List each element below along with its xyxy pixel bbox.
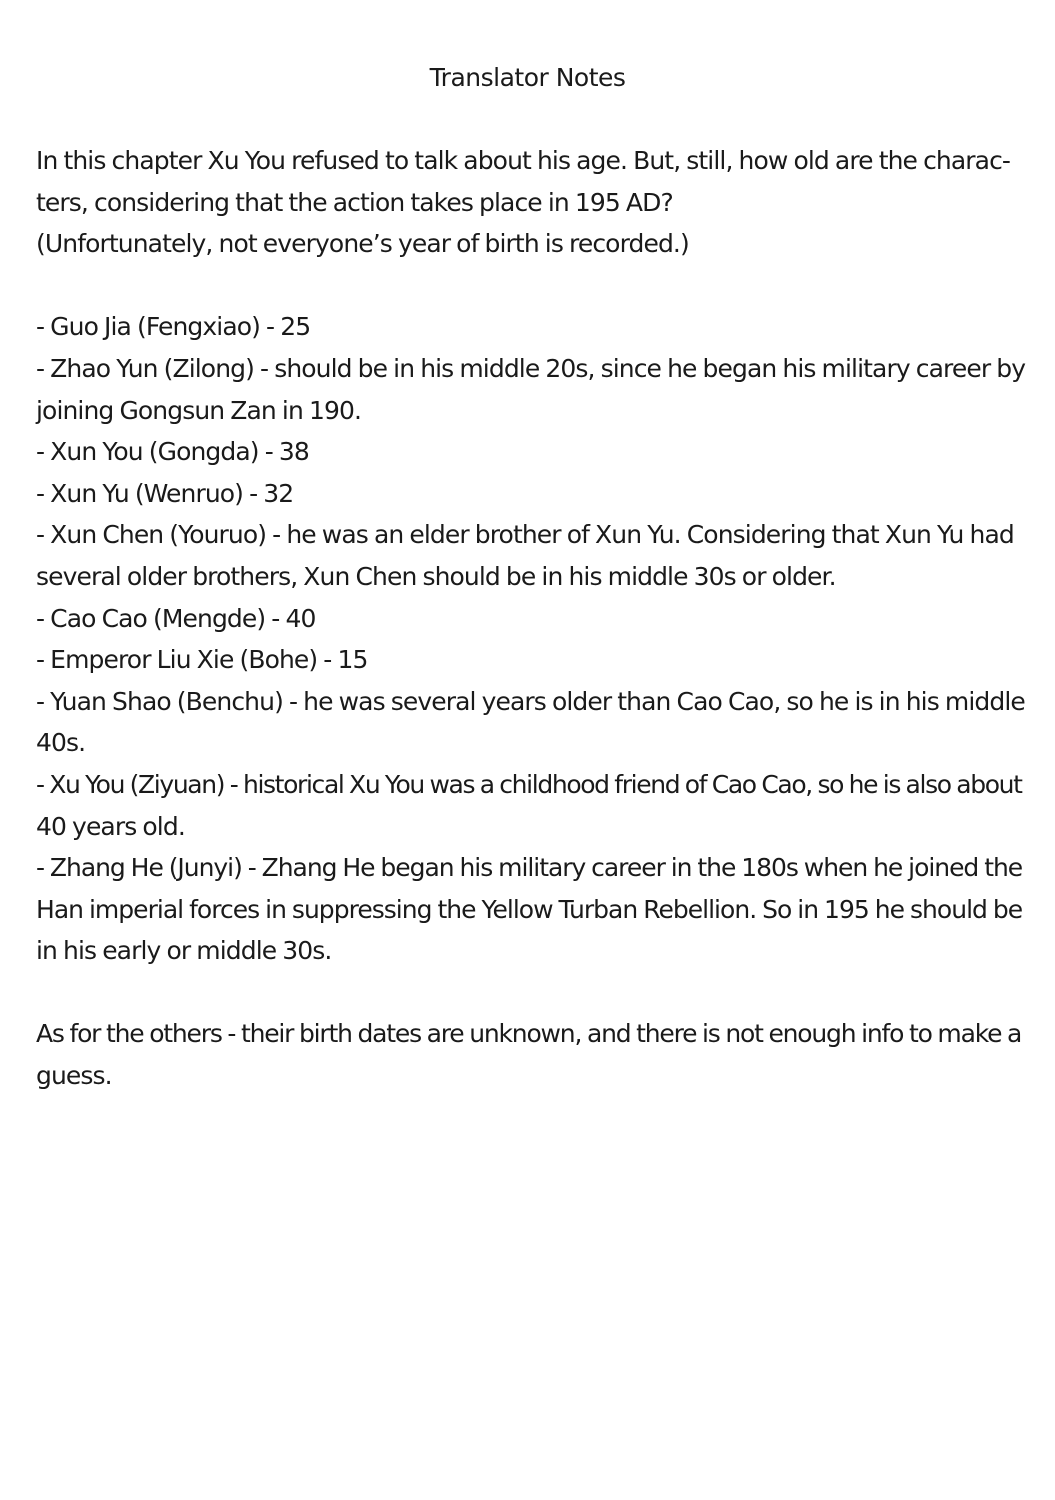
list-item: joining Gongsun Zan in 190. [36, 395, 362, 425]
intro-paragraph [36, 140, 1026, 265]
closing-paragraph [36, 1013, 1026, 1096]
list-item: - Zhang He (Junyi) - Zhang He began his military career in the 180s when he joined the [36, 853, 1023, 883]
list-item: - Xun Yu (Wenruo) - 32 [36, 478, 294, 508]
list-item: - Zhao Yun (Zilong) - should be in his middle 20s, since he began his military career by [36, 353, 1026, 383]
paragraph-spacer [36, 972, 1026, 1014]
closing-line: guess. [36, 1061, 112, 1091]
character-age-list [36, 306, 1026, 972]
list-item: 40s. [36, 728, 86, 758]
list-item: several older brothers, Xun Chen should be in his middle 30s or older. [36, 561, 836, 591]
intro-line: (Unfortunately, not everyone’s year of birth is recorded.) [36, 229, 689, 259]
list-item: - Guo Jia (Fengxiao) - 25 [36, 312, 311, 342]
notes-body [36, 140, 1026, 1097]
paragraph-spacer [36, 265, 1026, 307]
page-title: Translator Notes [429, 63, 626, 92]
list-item: - Xun You (Gongda) - 38 [36, 437, 309, 467]
list-item: - Yuan Shao (Benchu) - he was several years older than Cao Cao, so he is in his middle [36, 686, 1025, 716]
list-item: - Emperor Liu Xie (Bohe) - 15 [36, 645, 368, 675]
list-item: 40 years old. [36, 811, 185, 841]
list-item: - Xu You (Ziyuan) - historical Xu You was a childhood friend of Cao Cao, so he is also about [36, 769, 1022, 799]
list-item: - Cao Cao (Mengde) - 40 [36, 603, 316, 633]
intro-line: In this chapter Xu You refused to talk about his age. But, still, how old are the charac- [36, 146, 1011, 175]
intro-line: ters, considering that the action takes place in 195 AD? [36, 187, 673, 217]
list-item: - Xun Chen (Youruo) - he was an elder brother of Xun Yu. Considering that Xun Yu had [36, 520, 1014, 550]
list-item: Han imperial forces in suppressing the Yellow Turban Rebellion. So in 195 he should be [36, 894, 1023, 924]
closing-line: As for the others - their birth dates are unknown, and there is not enough info to make a [36, 1019, 1022, 1049]
list-item: in his early or middle 30s. [36, 936, 332, 966]
